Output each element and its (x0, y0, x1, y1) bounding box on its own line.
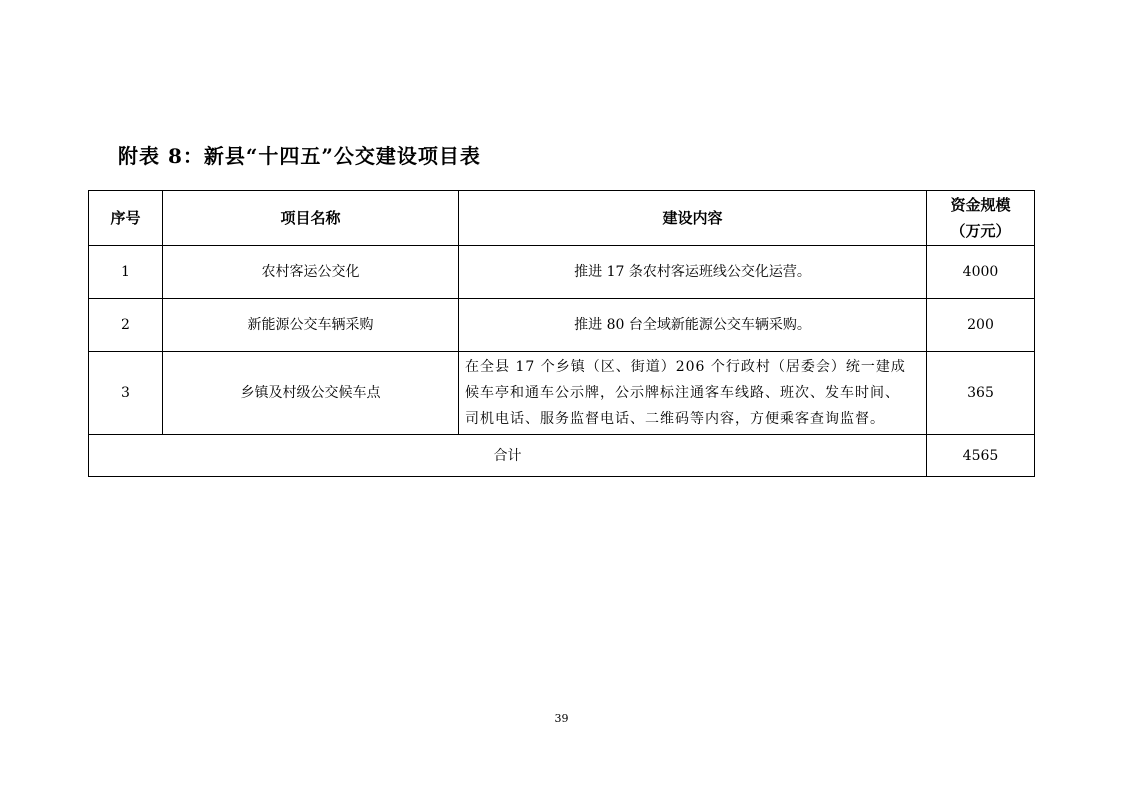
row-content: 推进 17 条农村客运班线公交化运营。 (459, 246, 927, 299)
total-value: 4565 (927, 435, 1035, 477)
table-header-row (89, 191, 1035, 246)
header-content: 建设内容 (459, 191, 927, 246)
row-name: 新能源公交车辆采购 (163, 299, 459, 352)
table-row (89, 246, 1035, 299)
header-funding-line1: 资金规模 (950, 196, 1011, 214)
table-row (89, 299, 1035, 352)
header-funding (927, 191, 1035, 246)
row-funding: 4000 (927, 246, 1035, 299)
project-table (88, 190, 1035, 477)
table-row (89, 352, 1035, 435)
row-index: 2 (89, 299, 163, 352)
header-funding-line2: （万元） (950, 222, 1011, 240)
row-funding: 365 (927, 352, 1035, 435)
header-index: 序号 (89, 191, 163, 246)
page-number: 39 (554, 712, 569, 725)
row-content (459, 352, 927, 435)
row-funding: 200 (927, 299, 1035, 352)
row-content-line: 司机电话、服务监督电话、二维码等内容，方便乘客查询监督。 (465, 411, 885, 427)
page-title: 附表 8：新县“十四五”公交建设项目表 (118, 144, 481, 168)
row-content-line: 候车亭和通车公示牌，公示牌标注通客车线路、班次、发车时间、 (465, 385, 900, 401)
row-index: 3 (89, 352, 163, 435)
row-content: 推进 80 台全域新能源公交车辆采购。 (459, 299, 927, 352)
header-name: 项目名称 (163, 191, 459, 246)
row-name: 农村客运公交化 (163, 246, 459, 299)
row-name: 乡镇及村级公交候车点 (163, 352, 459, 435)
total-label: 合计 (89, 435, 927, 477)
row-index: 1 (89, 246, 163, 299)
row-content-line: 在全县 17 个乡镇（区、街道）206 个行政村（居委会）统一建成 (465, 359, 906, 375)
table-total-row (89, 435, 1035, 477)
